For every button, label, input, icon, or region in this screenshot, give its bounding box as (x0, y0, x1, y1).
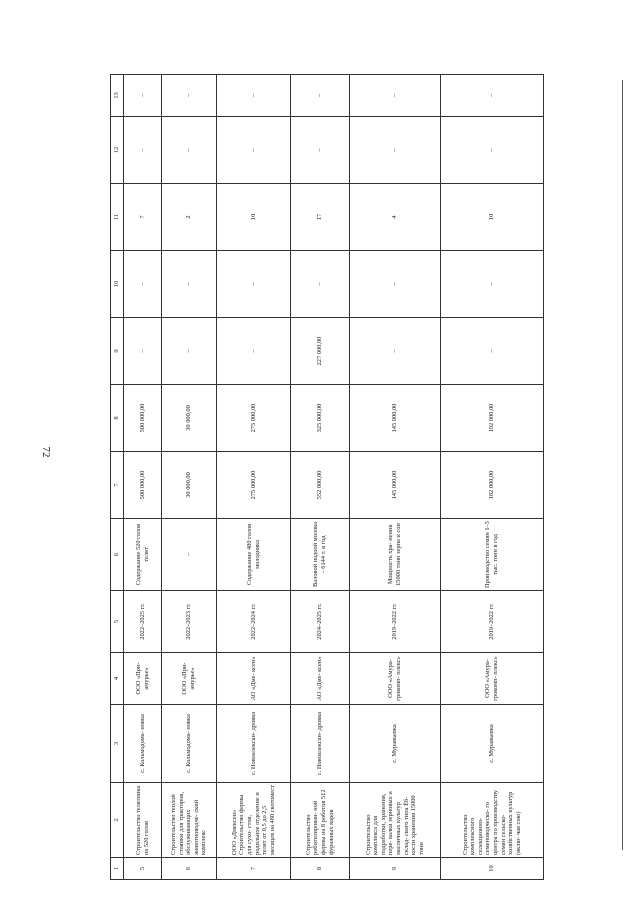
investment-table (110, 74, 544, 880)
value-col12: – (217, 117, 291, 184)
value-col13: – (350, 75, 441, 117)
column-header: 1 (111, 858, 124, 880)
value-col12: – (291, 117, 350, 184)
margin-rule (622, 80, 623, 850)
column-header: 11 (111, 184, 124, 251)
column-header: 3 (111, 705, 124, 783)
value-col10: – (217, 251, 291, 318)
period: 2024–2025 гг. (291, 591, 350, 653)
column-header: 10 (111, 251, 124, 318)
organization: ООО «При- амурье» (162, 653, 217, 705)
value-col9: – (162, 318, 217, 385)
organization: ООО «Амура- грокомп- плекс» (350, 653, 441, 705)
value-col8: 145 000,00 (350, 385, 441, 452)
location: с. Новоалексан- дровка (291, 705, 350, 783)
value-col8: 30 000,00 (162, 385, 217, 452)
project-name: ООО «Дмексен» Строительство фермы для сухо- стоя, родильное отделение и телят от 0,5 до 2,5 месяцев на 480 скотомест (217, 783, 291, 858)
period: 2019–2022 гг. (441, 591, 544, 653)
value-col7: 145 000,00 (350, 452, 441, 519)
value-col8: 500 000,00 (124, 385, 162, 452)
capacity: Содержание 520 голов телят (124, 519, 162, 591)
project-name: Строительство теплой стоянки для тракторов, обслуживающих животноводче- ский комплекс (162, 783, 217, 858)
column-header: 5 (111, 591, 124, 653)
value-col10: – (441, 251, 544, 318)
table-row (217, 75, 291, 880)
value-col13: – (162, 75, 217, 117)
row-number: 5 (124, 858, 162, 880)
project-name: Строительство комплексного селекционно- семеноводческо- го центра по производству семян сельско- хозяйственных культур (вклю- чая сою) (441, 783, 544, 858)
value-col11: 2 (162, 184, 217, 251)
capacity: – (162, 519, 217, 591)
value-col12: – (124, 117, 162, 184)
value-col9: – (441, 318, 544, 385)
page-number: 72 (40, 446, 52, 458)
value-col10: – (162, 251, 217, 318)
period: 2019–2022 гг. (350, 591, 441, 653)
row-number: 7 (217, 858, 291, 880)
value-col11: 4 (350, 184, 441, 251)
organization: ООО «Амура- грокомп- плекс» (441, 653, 544, 705)
value-col11: 7 (124, 184, 162, 251)
column-header: 4 (111, 653, 124, 705)
value-col11: 10 (441, 184, 544, 251)
row-number: 8 (291, 858, 350, 880)
value-col8: 325 000,00 (291, 385, 350, 452)
value-col8: 102 000,00 (441, 385, 544, 452)
table-row (441, 75, 544, 880)
table-row (350, 75, 441, 880)
project-name: Строительство телятника на 520 голов (124, 783, 162, 858)
value-col9: – (350, 318, 441, 385)
value-col7: 275 000,00 (217, 452, 291, 519)
value-col10: – (124, 251, 162, 318)
table-row (124, 75, 162, 880)
capacity: Мощность хра- нения 15000 тонн зерна и сои (350, 519, 441, 591)
value-col9: 227 000,00 (291, 318, 350, 385)
column-header: 7 (111, 452, 124, 519)
location: с. Кольмодома- новка (124, 705, 162, 783)
header-row (111, 75, 124, 880)
value-col9: – (217, 318, 291, 385)
row-number: 10 (441, 858, 544, 880)
value-col13: – (124, 75, 162, 117)
value-col13: – (441, 75, 544, 117)
value-col7: 30 000,00 (162, 452, 217, 519)
column-header: 12 (111, 117, 124, 184)
value-col13: – (291, 75, 350, 117)
organization: АО «Дме- ксен» (291, 653, 350, 705)
location: с. Новоалексан- дровка (217, 705, 291, 783)
capacity: Содержание 480 голов молодняка (217, 519, 291, 591)
rotated-table-area (110, 75, 530, 880)
column-header: 2 (111, 783, 124, 858)
table-row (291, 75, 350, 880)
column-header: 6 (111, 519, 124, 591)
value-col13: – (217, 75, 291, 117)
value-col7: 102 000,00 (441, 452, 544, 519)
value-col12: – (350, 117, 441, 184)
organization: АО «Дме- ксен» (217, 653, 291, 705)
value-col12: – (162, 117, 217, 184)
column-header: 13 (111, 75, 124, 117)
value-col12: – (441, 117, 544, 184)
value-col10: – (350, 251, 441, 318)
row-number: 9 (350, 858, 441, 880)
organization: ООО «При- амурье» (124, 653, 162, 705)
project-name: Строительство комплекса для подработки, хранения, пере- валки зерновых и масличных культур склад- ского типа Ёб- кости хранения 15000 тонн (350, 783, 441, 858)
value-col11: 10 (217, 184, 291, 251)
period: 2022–2024 гг. (217, 591, 291, 653)
period: 2022–2023 гг. (162, 591, 217, 653)
value-col7: 500 000,00 (124, 452, 162, 519)
column-header: 9 (111, 318, 124, 385)
capacity: Производство семян 1–5 тыс. тонн в год (441, 519, 544, 591)
table-row (162, 75, 217, 880)
project-name: Строительство роботизирован- ной фермы на 8 роботов 512 фуражных коров (291, 783, 350, 858)
value-col7: 552 000,00 (291, 452, 350, 519)
value-col10: – (291, 251, 350, 318)
column-header: 8 (111, 385, 124, 452)
capacity: Валовой надоой молока – 6144 т. в год (291, 519, 350, 591)
location: с. Муравьевка (441, 705, 544, 783)
location: с. Муравьевка (350, 705, 441, 783)
value-col8: 275 000,00 (217, 385, 291, 452)
row-number: 6 (162, 858, 217, 880)
location: с. Кольмодома- новка (162, 705, 217, 783)
value-col9: – (124, 318, 162, 385)
period: 2022–2025 гг. (124, 591, 162, 653)
value-col11: 17 (291, 184, 350, 251)
